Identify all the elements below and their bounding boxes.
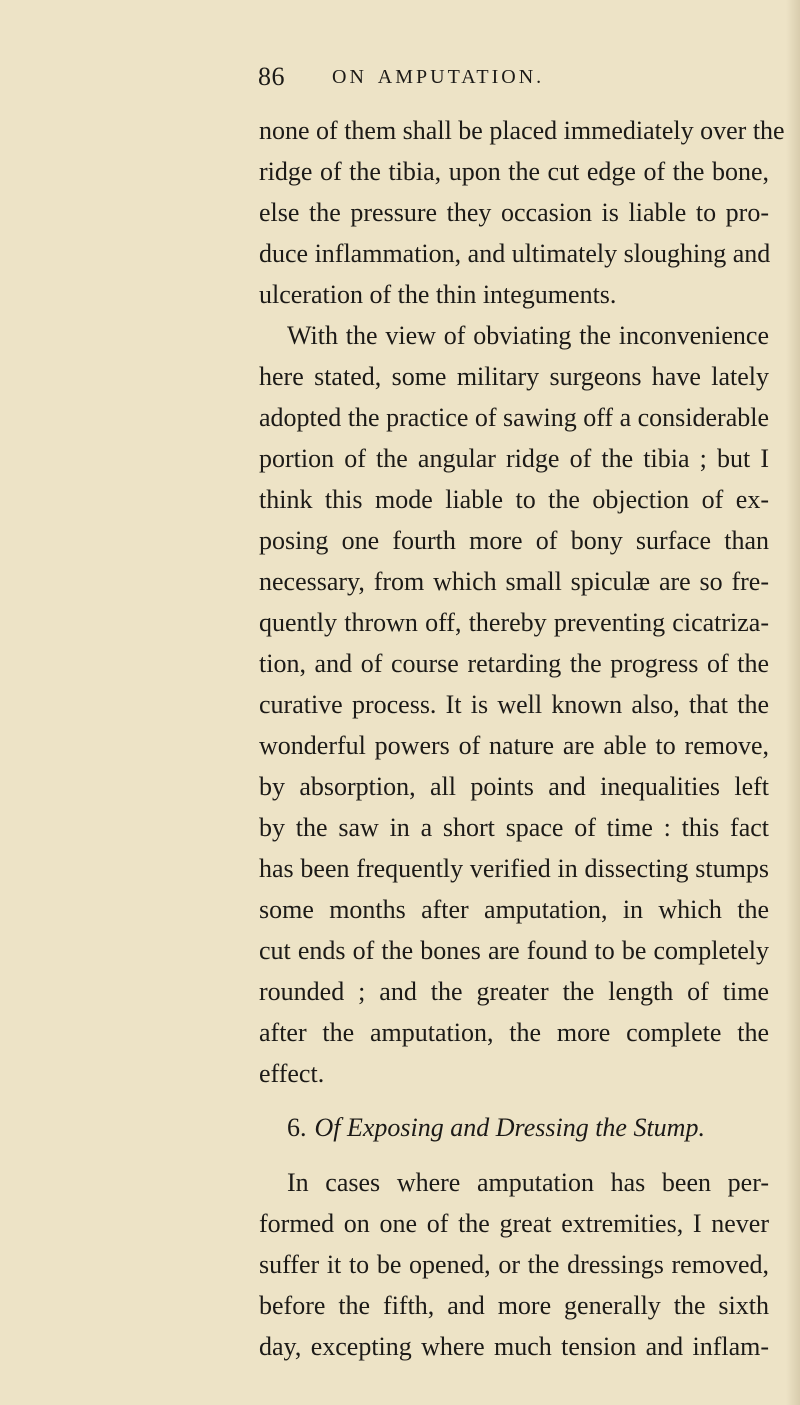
text-line: after the amputation, the more complete the bbox=[259, 1018, 769, 1047]
text-line: by absorption, all points and inequalities left bbox=[259, 772, 769, 801]
text-line: none of them shall be placed immediately over the bbox=[259, 116, 785, 145]
text-line: curative process. It is well known also, that the bbox=[259, 690, 769, 719]
text-line: posing one fourth more of bony surface than bbox=[259, 526, 769, 555]
text-line: else the pressure they occasion is liable to pro- bbox=[259, 198, 769, 227]
text-line: rounded ; and the greater the length of time bbox=[259, 977, 769, 1006]
running-title: ON AMPUTATION. bbox=[332, 66, 545, 88]
section-heading bbox=[259, 1106, 769, 1150]
text-line: cut ends of the bones are found to be completely bbox=[259, 936, 769, 965]
text-line: adopted the practice of sawing off a considerable bbox=[259, 403, 769, 432]
text-line: has been frequently verified in dissecting stumps bbox=[259, 854, 769, 883]
text-line: formed on one of the great extremities, I never bbox=[259, 1209, 769, 1238]
text-line: here stated, some military surgeons have lately bbox=[259, 362, 769, 391]
paragraph-2 bbox=[259, 315, 769, 1094]
text-line: by the saw in a short space of time : this fact bbox=[259, 813, 769, 842]
text-line: With the view of obviating the inconvenience bbox=[287, 321, 769, 350]
text-line: think this mode liable to the objection of ex- bbox=[259, 485, 769, 514]
text-line: duce inflammation, and ultimately sloughing and bbox=[259, 239, 771, 268]
text-line: wonderful powers of nature are able to remove, bbox=[259, 731, 769, 760]
text-line: portion of the angular ridge of the tibia ; but I bbox=[259, 444, 769, 473]
page-edge-shadow bbox=[786, 0, 800, 1405]
paragraph-3 bbox=[259, 1162, 769, 1367]
text-line: some months after amputation, in which the bbox=[259, 895, 769, 924]
text-line: effect. bbox=[259, 1059, 325, 1088]
text-line: before the fifth, and more generally the sixth bbox=[259, 1291, 769, 1320]
body-text bbox=[259, 110, 785, 1367]
text-line: day, excepting where much tension and inflam- bbox=[259, 1332, 769, 1361]
section-number: 6. bbox=[287, 1113, 307, 1142]
text-line: ridge of the tibia, upon the cut edge of the bone, bbox=[259, 157, 769, 186]
page-header bbox=[258, 62, 778, 102]
text-line: quently thrown off, thereby preventing cicatriza- bbox=[259, 608, 769, 637]
text-line: ulceration of the thin integuments. bbox=[259, 280, 617, 309]
text-line: suffer it to be opened, or the dressings removed, bbox=[259, 1250, 769, 1279]
text-line: necessary, from which small spiculæ are so fre- bbox=[259, 567, 769, 596]
page-number: 86 bbox=[258, 62, 285, 91]
text-line: In cases where amputation has been per- bbox=[287, 1168, 769, 1197]
text-line: tion, and of course retarding the progress of the bbox=[259, 649, 769, 678]
section-title: Of Exposing and Dressing the Stump. bbox=[314, 1113, 705, 1142]
paragraph-1 bbox=[259, 110, 785, 315]
